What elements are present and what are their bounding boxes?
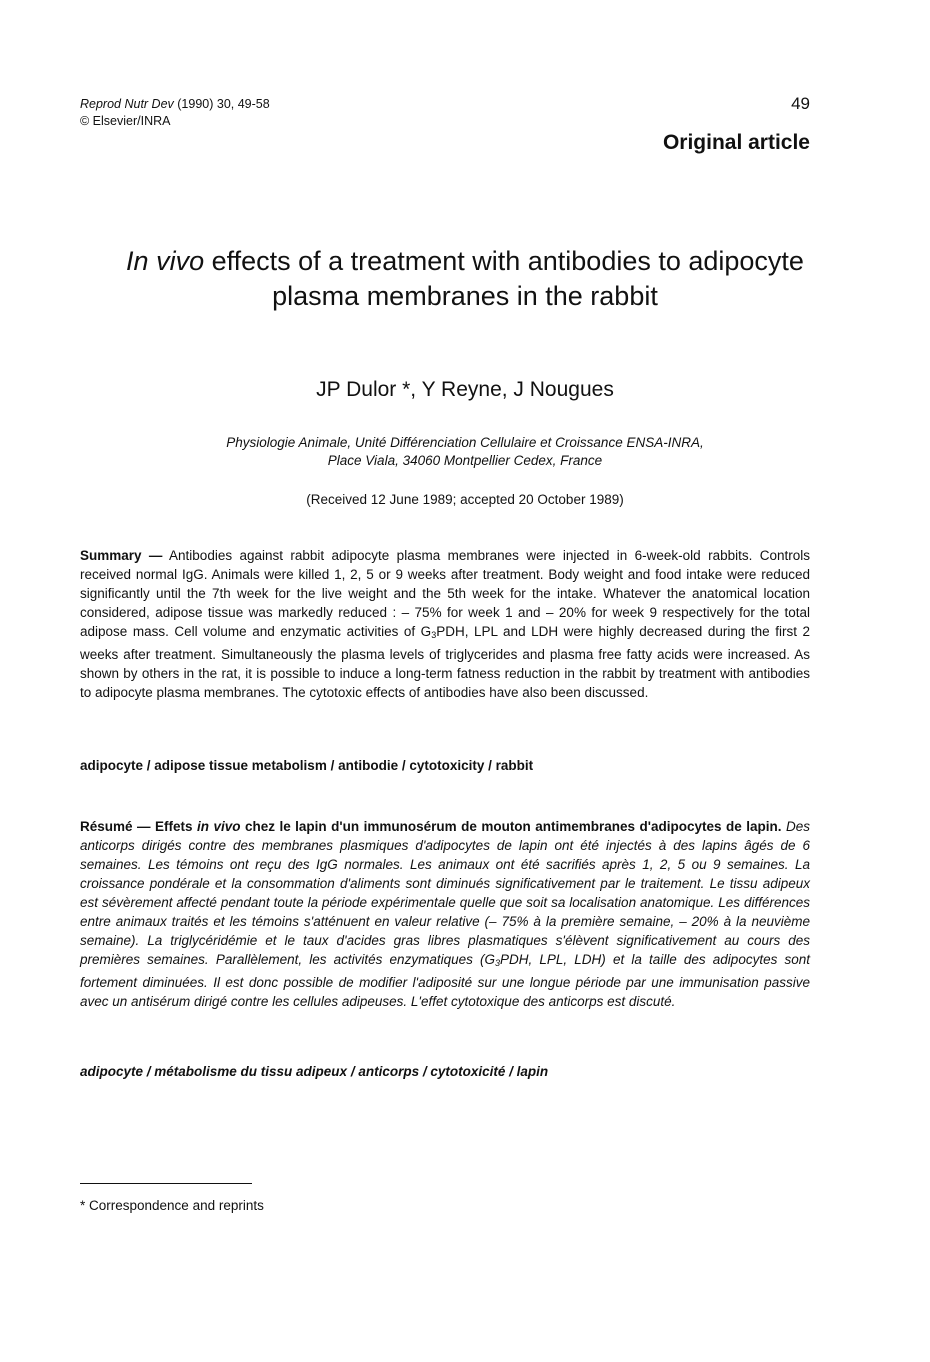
journal-volume-pages: (1990) 30, 49-58: [173, 97, 270, 111]
article-title: [60, 244, 870, 314]
title-line-1-text: effects of a treatment with antibodies to adipocyte: [204, 246, 804, 276]
summary-subscript: 3: [431, 630, 437, 640]
footnote-divider: [80, 1183, 252, 1184]
resume-text-2: PDH, LPL, LDH) et la taille des adipocytes sont fortement diminuées. Il est donc possible de modifier l'adiposité sur une longue période par une immunisation passive avec un antisérum dirigé contre les cellules adipeuses. L'effet cytotoxique des anticorps est discuté.: [80, 952, 810, 1009]
affiliation-line-1: Physiologie Animale, Unité Différenciation Cellulaire et Croissance ENSA-INRA,: [226, 435, 704, 450]
footnote: * Correspondence and reprints: [80, 1198, 264, 1213]
author-list: JP Dulor *, Y Reyne, J Nougues: [316, 378, 614, 401]
journal-name: Reprod Nutr Dev: [80, 97, 174, 111]
resume-heading: [80, 819, 782, 834]
title-line-1: [60, 244, 870, 279]
resume-abstract: [80, 817, 810, 1011]
resume-body: [80, 819, 810, 1009]
journal-citation: [80, 96, 270, 130]
summary-text-2: PDH, LPL and LDH were highly decreased during the first 2 weeks after treatment. Simultaneously the plasma levels of triglycerides and plasma free fatty acids were increased. As shown by others in the rat, it is possible to induce a long-term fatness reduction in the rabbit by treatment with antibodies to adipocyte plasma membranes. The cytotoxic effects of antibodies have also been discussed.: [80, 624, 810, 700]
page-number: 49: [791, 94, 810, 113]
resume-heading-2: chez le lapin d'un immunosérum de mouton antimembranes d'adipocytes de lapin.: [240, 819, 782, 834]
article-type-label: Original article: [662, 131, 810, 154]
affiliation-line-2: Place Viala, 34060 Montpellier Cedex, France: [327, 453, 603, 468]
summary-abstract: [80, 546, 810, 702]
summary-label: Summary —: [80, 548, 163, 563]
received-dates: (Received 12 June 1989; accepted 20 October 1989): [306, 492, 624, 507]
keywords-french: adipocyte / métabolisme du tissu adipeux / anticorps / cytotoxicité / lapin: [80, 1064, 549, 1079]
title-italic-term: In vivo: [126, 246, 205, 276]
summary-text-1: Antibodies against rabbit adipocyte plasma membranes were injected in 6-week-old rabbits. Controls received normal IgG. Animals were killed 1, 2, 5 or 9 weeks after treatment. Body weight and food intake were reduced significantly until the 7th week for the live weight and the 5th week for the intake. Whatever the anatomical location considered, adipose tissue was markedly reduced : – 75% for week 1 and – 20% for week 9 respectively for the total adipose mass. Cell volume and enzymatic activities of G: [80, 548, 810, 639]
resume-subscript: 3: [494, 958, 500, 968]
resume-text-1: Des anticorps dirigés contre des membranes plasmiques d'adipocytes de lapin ont été injectés à des lapins âgés de 6 semaines. Les témoins ont reçu des IgG normales. Les animaux ont été sacrifiés après 1, 2, 5 ou 9 semaines. La croissance pondérale et la consommation d'aliments sont diminués significativement par le traitement. Le tissu adipeux est sévèrement affecté pendant toute la période expérimentale quelle que soit sa localisation anatomique. Les différences entre animaux traités et les témoins s'atténuent en valeur relative (– 75% à la première semaine, – 20% à la neuvième semaine). La triglycéridémie et le taux d'acides gras libres plasmatiques s'élèvent significativement au cours des premières semaines. Parallèlement, les activités enzymatiques (G: [80, 819, 810, 967]
journal-reference-line: [80, 96, 270, 113]
resume-heading-1: Résumé — Effets: [80, 819, 197, 834]
affiliation: [100, 434, 830, 470]
copyright-notice: © Elsevier/INRA: [80, 114, 171, 128]
resume-heading-italic: in vivo: [196, 819, 241, 834]
title-line-2: plasma membranes in the rabbit: [272, 281, 658, 311]
keywords-english: adipocyte / adipose tissue metabolism / antibodie / cytotoxicity / rabbit: [80, 758, 534, 773]
